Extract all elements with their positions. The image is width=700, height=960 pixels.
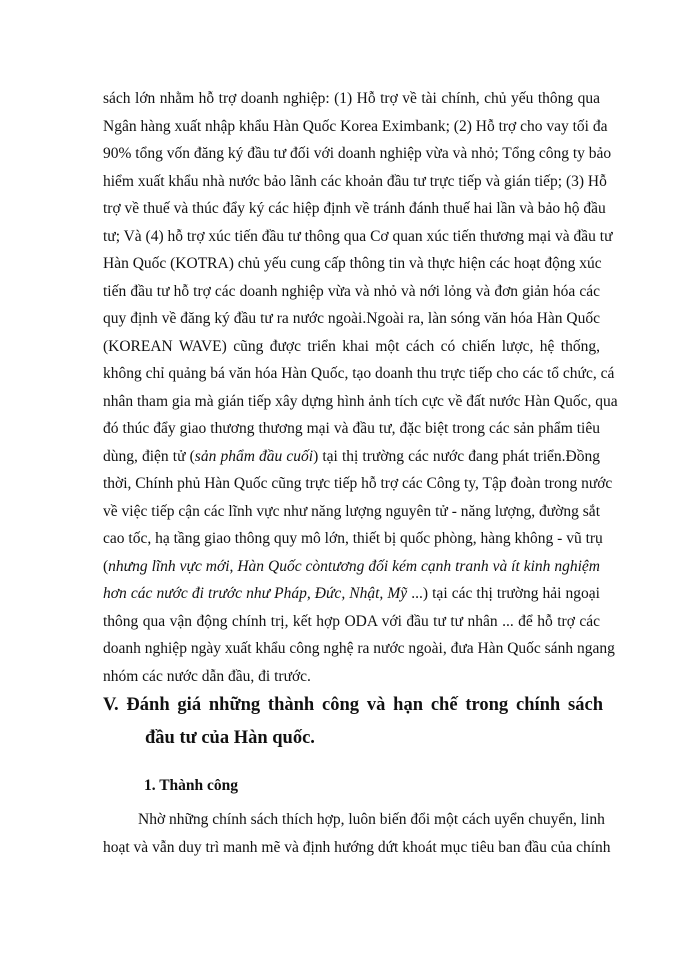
text-segment: hiểm xuất khẩu nhà nước bảo lãnh các khoản đầu tư trực tiếp và gián tiếp; (3) Hỗ: [103, 172, 607, 190]
text-segment: nhóm các nước dẫn đầu, đi trước.: [103, 667, 311, 685]
text-segment: thông qua vận động chính trị, kết hợp ODA với đầu tư tư nhân ... để hỗ trợ các: [103, 612, 600, 630]
text-line: [103, 223, 613, 251]
text-segment: quy định về đăng ký đầu tư ra nước ngoài.Ngoài ra, làn sóng văn hóa Hàn Quốc: [103, 310, 600, 327]
text-segment: tư; Và (4) hỗ trợ xúc tiến đầu tư thông qua Cơ quan xúc tiến thương mại và đầu tư: [103, 227, 613, 245]
text-line: [103, 834, 611, 862]
subsection-heading: 1. Thành công: [144, 777, 239, 794]
text-line: [103, 415, 600, 443]
text-line: [103, 443, 600, 471]
text-line: [103, 278, 600, 306]
text-line: [103, 525, 603, 553]
text-line: [103, 580, 600, 608]
text-line: [103, 388, 618, 416]
text-segment: nhân tham gia mà gián tiếp xây dựng hình ảnh tích cực về đất nước Hàn Quốc, qua: [103, 392, 618, 410]
text-segment: Ngân hàng xuất nhập khẩu Hàn Quốc Korea Eximbank; (2) Hỗ trợ cho vay tối đa: [103, 117, 608, 135]
text-line: [103, 608, 600, 636]
text-line: [103, 195, 606, 223]
text-segment: dùng, điện tử (: [103, 447, 195, 465]
text-line: [103, 168, 607, 196]
text-segment: tiến đầu tư hỗ trợ các doanh nghiệp vừa và nhỏ và nới lỏng và đơn giản hóa các: [103, 282, 600, 300]
text-line: [103, 635, 615, 663]
text-segment: 90% tổng vốn đăng ký đầu tư đối với doanh nghiệp vừa và nhỏ; Tổng công ty bảo: [103, 145, 612, 162]
text-line: [103, 113, 608, 141]
text-segment: Nhờ những chính sách thích hợp, luôn biến đổi một cách uyển chuyển, linh: [138, 811, 605, 828]
text-segment: doanh nghiệp ngày xuất khẩu công nghệ ra nước ngoài, đưa Hàn Quốc sánh ngang: [103, 640, 615, 657]
text-line: [103, 360, 615, 388]
body-paragraph-1: [103, 85, 618, 690]
text-line: [103, 806, 605, 834]
text-segment: (KOREAN WAVE) cũng được triển khai một cách có chiến lược, hệ thống,: [103, 337, 600, 355]
text-segment: sách lớn nhằm hỗ trợ doanh nghiệp: (1) Hỗ trợ về tài chính, chủ yếu thông qua: [103, 90, 600, 107]
text-segment: (: [103, 557, 109, 575]
text-segment: cao tốc, hạ tầng giao thông quy mô lớn, thiết bị quốc phòng, hàng không - vũ trụ: [103, 530, 603, 547]
italic-text: nhưng lĩnh vực mới, Hàn Quốc còntương đối kém cạnh tranh và ít kinh nghiệm: [108, 557, 600, 575]
text-segment: ) tại thị trường các nước đang phát triển.Đồng: [313, 447, 600, 465]
text-line: [103, 498, 600, 526]
italic-text: sản phẩm đầu cuối: [194, 447, 314, 465]
text-line: [103, 140, 612, 168]
italic-text: hơn các nước đi trước như Pháp, Đức, Nhật, Mỹ: [103, 585, 408, 602]
text-segment: hoạt và vẫn duy trì manh mẽ và định hướng dứt khoát mục tiêu ban đầu của chính: [103, 838, 611, 856]
text-line: [103, 553, 600, 581]
text-segment: trợ về thuế và thúc đẩy ký các hiệp định về tránh đánh thuế hai lần và bảo hộ đầu: [103, 200, 606, 217]
text-line: [103, 250, 600, 278]
text-line: [103, 470, 613, 498]
body-paragraph-2: [103, 806, 611, 861]
text-segment: ...) tại các thị trường hải ngoại: [407, 585, 600, 602]
section-heading-line-1: V. Đánh giá những thành công và hạn chế trong chính sách: [103, 695, 603, 715]
text-segment: không chỉ quảng bá văn hóa Hàn Quốc, tạo doanh thu trực tiếp cho các tổ chức, cá: [103, 365, 615, 382]
text-segment: đó thúc đẩy giao thương thương mại và đầu tư, đặc biệt trong các sản phẩm tiêu: [103, 420, 600, 437]
section-heading-line-2: đầu tư của Hàn quốc.: [145, 728, 315, 748]
section-heading: [103, 689, 603, 755]
text-segment: thời, Chính phủ Hàn Quốc cũng trực tiếp hỗ trợ các Công ty, Tập đoàn trong nước: [103, 475, 613, 492]
text-line: [103, 85, 600, 113]
text-segment: Hàn Quốc (KOTRA) chủ yếu cung cấp thông tin và thực hiện các hoạt động xúc: [103, 255, 602, 272]
text-line: [103, 663, 600, 691]
text-line: [103, 305, 600, 333]
text-segment: về việc tiếp cận các lĩnh vực như năng lượng nguyên tử - năng lượng, đường sắt: [103, 502, 600, 520]
text-line: [103, 333, 600, 361]
